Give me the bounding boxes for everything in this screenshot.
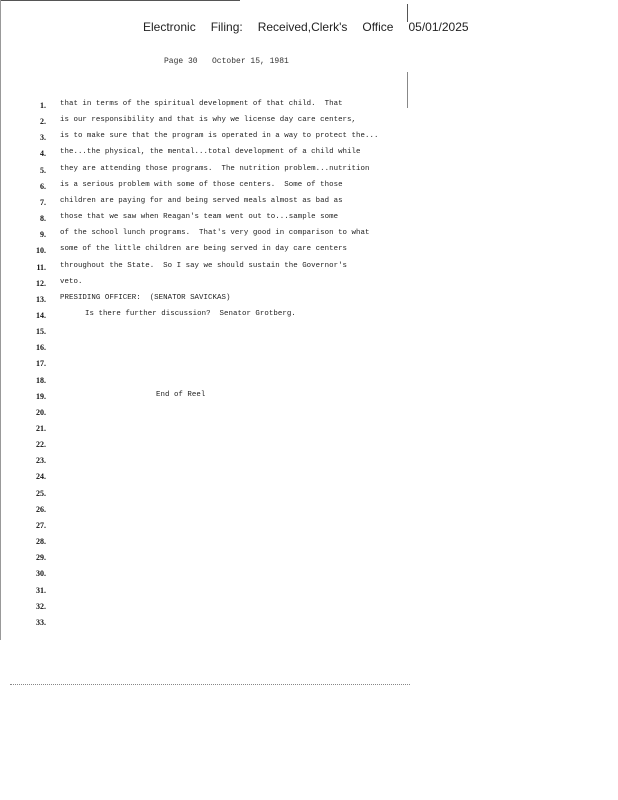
transcript-line [0, 599, 420, 615]
line-number: 24. [36, 472, 46, 482]
line-number: 11. [36, 262, 46, 272]
transcript-line [0, 502, 420, 518]
line-number: 13. [36, 294, 46, 304]
line-number: 18. [36, 375, 46, 385]
line-number: 14. [36, 310, 46, 320]
transcript-line [0, 195, 420, 211]
line-number: 1. [40, 101, 46, 110]
transcript-line [0, 146, 420, 162]
line-text: of the school lunch programs. That's very good in comparison to what [60, 229, 370, 238]
transcript-line [0, 405, 420, 421]
transcript-line [0, 421, 420, 437]
line-number: 10. [36, 246, 46, 256]
transcript-line [0, 486, 420, 502]
line-number: 20. [36, 407, 46, 417]
transcript-line [0, 340, 420, 356]
transcript-line [0, 260, 420, 276]
line-text: they are attending those programs. The nutrition problem...nutrition [60, 164, 370, 173]
line-text: the...the physical, the mental...total development of a child while [60, 148, 361, 157]
line-number: 26. [36, 504, 46, 514]
line-number: 33. [36, 617, 46, 627]
line-text: veto. [60, 277, 83, 286]
line-text: that in terms of the spiritual development of that child. That [60, 100, 343, 108]
line-number: 3. [40, 133, 46, 143]
transcript-line [0, 114, 420, 130]
line-text: End of Reel [156, 390, 206, 399]
transcript-line [0, 373, 420, 389]
transcript-line [0, 583, 420, 599]
line-text: PRESIDING OFFICER: (SENATOR SAVICKAS) [60, 293, 231, 302]
stamp-date: 05/01/2025 [408, 20, 469, 34]
line-number: 30. [36, 569, 46, 579]
line-number: 21. [36, 424, 46, 433]
line-number: 29. [36, 553, 46, 563]
stamp-filing: Filing: [210, 20, 243, 34]
line-text: some of the little children are being served in day care centers [60, 245, 348, 254]
transcript-line [0, 453, 420, 469]
transcript-line [0, 615, 420, 631]
line-number: 6. [40, 181, 46, 191]
line-number: 15. [36, 327, 46, 337]
page-header: Page 30 October 15, 1981 [164, 57, 289, 66]
transcript-line [0, 550, 420, 566]
line-number: 22. [36, 440, 46, 450]
transcript-line [0, 437, 420, 453]
line-number: 9. [40, 230, 46, 240]
filing-stamp [143, 20, 473, 34]
line-text: is our responsibility and that is why we license day care centers, [60, 116, 357, 125]
transcript-line [0, 130, 420, 146]
top-border-line [0, 0, 240, 1]
transcript-line [0, 324, 420, 340]
line-text: is to make sure that the program is operated in a way to protect the... [60, 132, 379, 141]
line-number: 2. [40, 117, 46, 127]
line-number: 5. [40, 165, 46, 175]
line-number: 28. [36, 537, 46, 547]
line-text: is a serious problem with some of those centers. Some of those [60, 180, 343, 189]
line-text: children are paying for and being served meals almost as bad as [60, 196, 343, 205]
line-number: 19. [36, 391, 46, 401]
line-number: 8. [40, 214, 46, 224]
transcript-line [0, 163, 420, 179]
transcript-line [0, 276, 420, 292]
stamp-electronic: Electronic [143, 20, 196, 34]
line-text: Is there further discussion? Senator Grotberg. [85, 309, 296, 318]
line-number: 16. [36, 343, 46, 353]
transcript-line [0, 518, 420, 534]
stamp-office: Office [362, 20, 394, 34]
stamp-received: Received,Clerk's [257, 20, 348, 34]
transcript-line [0, 227, 420, 243]
bottom-scan-dots [10, 684, 410, 686]
transcript-line [0, 243, 420, 259]
line-number: 25. [36, 488, 46, 498]
transcript-line [0, 308, 420, 324]
right-margin-mark [407, 4, 408, 22]
line-text: throughout the State. So I say we should sustain the Governor's [60, 261, 348, 270]
line-number: 23. [36, 456, 46, 466]
line-number: 32. [36, 601, 46, 611]
transcript-line [0, 98, 420, 114]
transcript-line [0, 356, 420, 372]
line-number: 17. [36, 359, 46, 369]
line-number: 7. [40, 197, 46, 207]
transcript-line [0, 469, 420, 485]
line-text: those that we saw when Reagan's team went out to...sample some [60, 213, 339, 222]
transcript-line [0, 179, 420, 195]
transcript-line [0, 534, 420, 550]
line-number: 27. [36, 520, 46, 530]
transcript-line [0, 211, 420, 227]
line-number: 4. [40, 149, 46, 159]
line-number: 31. [36, 585, 46, 595]
transcript-line [0, 389, 420, 405]
transcript-line [0, 292, 420, 308]
transcript-line [0, 566, 420, 582]
line-number: 12. [36, 278, 46, 288]
